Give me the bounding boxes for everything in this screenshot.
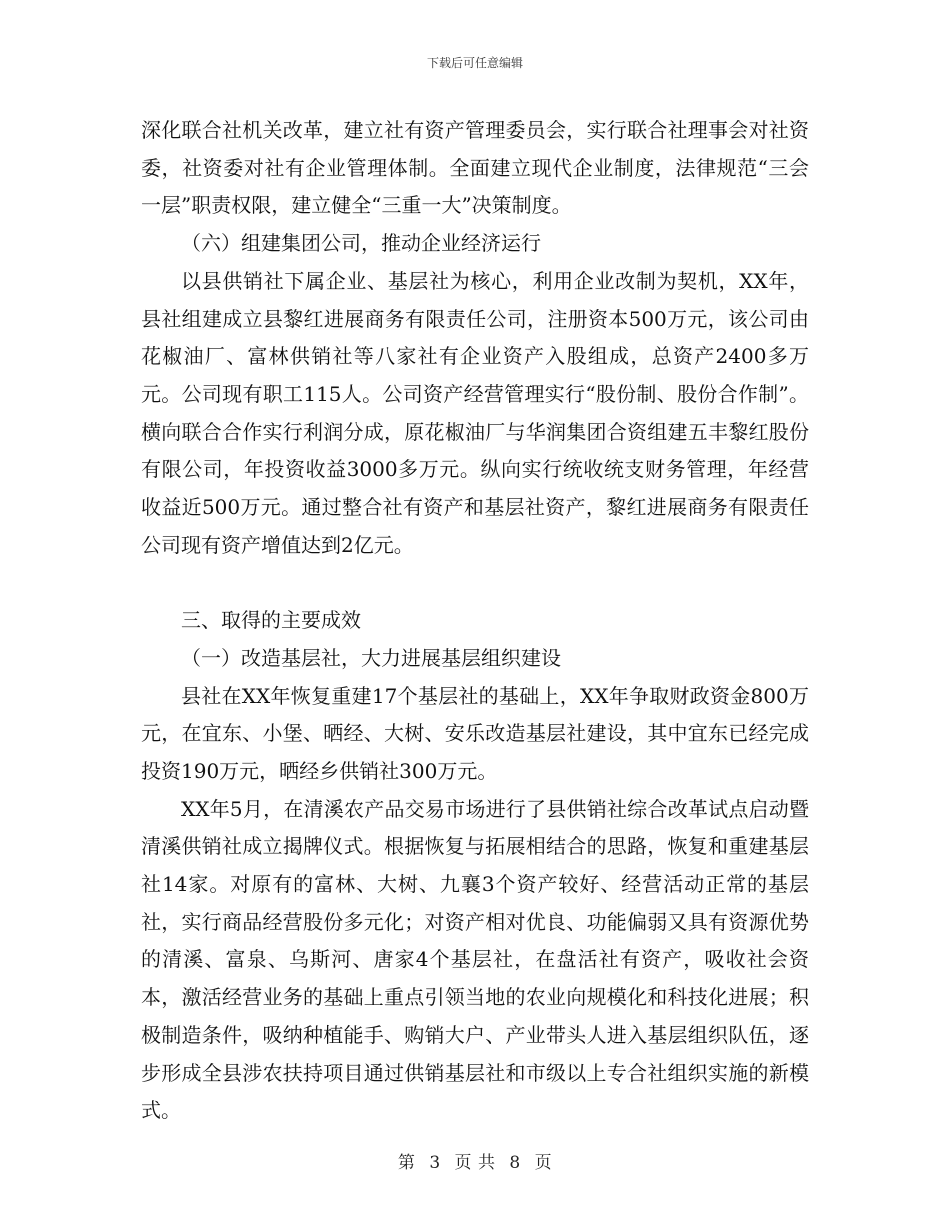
footer-current-page: 3	[429, 1153, 441, 1173]
page-footer	[0, 1148, 950, 1173]
page-header: 下载后可任意编辑	[426, 56, 523, 70]
paragraph-reform-continuation: 深化联合社机关改革，建立社有资产管理委员会，实行联合社理事会对社资委，社资委对社有企业管理体制。全面建立现代企业制度，法律规范“三会一层”职责权限，建立健全“三重一大”决策制度。	[141, 118, 809, 218]
subheading-group-company: （六）组建集团公司，推动企业经济运行	[181, 231, 541, 256]
paragraph-grassroots-rebuild: 县社在XX年恢复重建17个基层社的基础上，XX年争取财政资金800万元，在宜东、小堡、晒经、大树、安乐改造基层社建设，其中宜东已经完成投资190万元，晒经乡供销社300万元。	[141, 683, 809, 783]
subheading-grassroots: （一）改造基层社，大力进展基层组织建设	[181, 645, 561, 670]
paragraph-group-company: 以县供销社下属企业、基层社为核心，利用企业改制为契机，XX年，县社组建成立县黎红进展商务有限责任公司，注册资本500万元，该公司由花椒油厂、富林供销社等八家社有企业资产入股组成，总资产2400多万元。公司现有职工115人。公司资产经营管理实行“股份制、股份合作制”。横向联合合作实行利润分成，原花椒油厂与华润集团合资组建五丰黎红股份有限公司，年投资收益3000多万元。纵向实行统收统支财务管理，年经营收益近500万元。通过整合社有资产和基层社资产，黎红进展商务有限责任公司现有资产增值达到2亿元。	[141, 268, 809, 557]
footer-suffix: 页	[534, 1153, 553, 1173]
footer-prefix: 第	[397, 1153, 416, 1173]
section-heading-achievements: 三、取得的主要成效	[181, 608, 361, 633]
document-body	[141, 112, 809, 1130]
footer-middle: 页 共	[454, 1153, 496, 1173]
footer-total-pages: 8	[509, 1153, 521, 1173]
paragraph-pilot-reform: XX年5月，在清溪农产品交易市场进行了县供销社综合改革试点启动暨清溪供销社成立揭牌仪式。根据恢复与拓展相结合的思路，恢复和重建基层社14家。对原有的富林、大树、九襄3个资产较好、经营活动正常的基层社，实行商品经营股份多元化；对资产相对优良、功能偏弱又具有资源优势的清溪、富泉、乌斯河、唐家4个基层社，在盘活社有资产，吸收社会资本，激活经营业务的基础上重点引领当地的农业向规模化和科技化进展；积极制造条件，吸纳种植能手、购销大户、产业带头人进入基层组织队伍，逐步形成全县涉农扶持项目通过供销基层社和市级以上专合社组织实施的新模式。	[141, 796, 809, 1123]
